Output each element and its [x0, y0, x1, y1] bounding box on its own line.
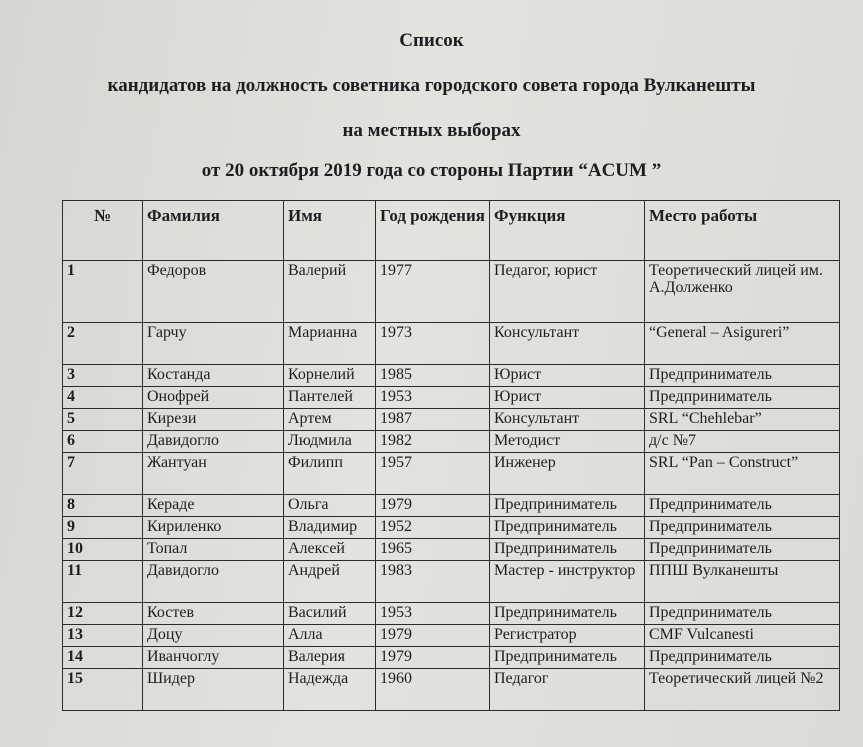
first-name-cell: Пантелей [284, 387, 376, 409]
row-number: 5 [63, 409, 143, 431]
row-number: 11 [63, 561, 143, 603]
table-row [63, 669, 840, 711]
birth-year-cell: 1960 [376, 669, 490, 711]
document-subtitle: кандидатов на должность советника городского совета города Вулканешты [107, 75, 756, 96]
first-name-cell: Людмила [284, 431, 376, 453]
candidates-table [62, 200, 840, 711]
workplace-cell: CMF Vulcanesti [645, 625, 840, 647]
birth-year-cell: 1985 [376, 365, 490, 387]
table-row [63, 647, 840, 669]
workplace-cell: ППШ Вулканешты [645, 561, 840, 603]
last-name-cell: Гарчу [143, 323, 284, 365]
row-number: 9 [63, 517, 143, 539]
document-title: Список [399, 30, 464, 51]
table-body [63, 261, 840, 711]
row-number: 12 [63, 603, 143, 625]
workplace-cell: Предприниматель [645, 495, 840, 517]
table-row [63, 387, 840, 409]
workplace-cell: Предприниматель [645, 603, 840, 625]
birth-year-cell: 1952 [376, 517, 490, 539]
function-cell: Предприниматель [490, 603, 645, 625]
table-row [63, 625, 840, 647]
function-cell: Консультант [490, 409, 645, 431]
workplace-cell: “General – Asigureri” [645, 323, 840, 365]
header-first-name: Имя [284, 201, 376, 261]
first-name-cell: Василий [284, 603, 376, 625]
first-name-cell: Корнелий [284, 365, 376, 387]
row-number: 13 [63, 625, 143, 647]
header-birth-year: Год рождения [376, 201, 490, 261]
header-workplace: Место работы [645, 201, 840, 261]
last-name-cell: Костев [143, 603, 284, 625]
function-cell: Предприниматель [490, 647, 645, 669]
function-cell: Педагог, юрист [490, 261, 645, 323]
table-row [63, 517, 840, 539]
last-name-cell: Кирези [143, 409, 284, 431]
function-cell: Регистратор [490, 625, 645, 647]
birth-year-cell: 1957 [376, 453, 490, 495]
first-name-cell: Андрей [284, 561, 376, 603]
table-row [63, 603, 840, 625]
workplace-cell: Предприниматель [645, 517, 840, 539]
first-name-cell: Валерия [284, 647, 376, 669]
last-name-cell: Федоров [143, 261, 284, 323]
birth-year-cell: 1973 [376, 323, 490, 365]
birth-year-cell: 1965 [376, 539, 490, 561]
function-cell: Предприниматель [490, 517, 645, 539]
row-number: 4 [63, 387, 143, 409]
birth-year-cell: 1979 [376, 495, 490, 517]
header-number: № [63, 201, 143, 261]
workplace-cell: Предприниматель [645, 387, 840, 409]
workplace-cell: SRL “Pan – Construct” [645, 453, 840, 495]
last-name-cell: Иванчоглу [143, 647, 284, 669]
table-row [63, 453, 840, 495]
birth-year-cell: 1977 [376, 261, 490, 323]
workplace-cell: д/с №7 [645, 431, 840, 453]
birth-year-cell: 1982 [376, 431, 490, 453]
document-subtitle-date: от 20 октября 2019 года со стороны Партии “ACUM ” [201, 160, 662, 181]
table-row [63, 495, 840, 517]
workplace-cell: SRL “Chehlebar” [645, 409, 840, 431]
last-name-cell: Шидер [143, 669, 284, 711]
function-cell: Предприниматель [490, 495, 645, 517]
last-name-cell: Жантуан [143, 453, 284, 495]
table-row [63, 409, 840, 431]
birth-year-cell: 1979 [376, 625, 490, 647]
function-cell: Инженер [490, 453, 645, 495]
last-name-cell: Доцу [143, 625, 284, 647]
table-row [63, 323, 840, 365]
last-name-cell: Онофрей [143, 387, 284, 409]
row-number: 10 [63, 539, 143, 561]
workplace-cell: Теоретический лицей №2 [645, 669, 840, 711]
function-cell: Методист [490, 431, 645, 453]
function-cell: Педагог [490, 669, 645, 711]
last-name-cell: Топал [143, 539, 284, 561]
row-number: 8 [63, 495, 143, 517]
first-name-cell: Алексей [284, 539, 376, 561]
last-name-cell: Кириленко [143, 517, 284, 539]
function-cell: Юрист [490, 365, 645, 387]
table-row [63, 261, 840, 323]
row-number: 7 [63, 453, 143, 495]
row-number: 6 [63, 431, 143, 453]
table-header-row [63, 201, 840, 261]
workplace-cell: Предприниматель [645, 539, 840, 561]
document-subtitle-elections: на местных выборах [342, 120, 521, 141]
table-row [63, 365, 840, 387]
birth-year-cell: 1979 [376, 647, 490, 669]
first-name-cell: Валерий [284, 261, 376, 323]
last-name-cell: Давидогло [143, 431, 284, 453]
last-name-cell: Давидогло [143, 561, 284, 603]
function-cell: Юрист [490, 387, 645, 409]
table-row [63, 431, 840, 453]
first-name-cell: Ольга [284, 495, 376, 517]
table-row [63, 539, 840, 561]
first-name-cell: Артем [284, 409, 376, 431]
workplace-cell: Теоретический лицей им. А.Долженко [645, 261, 840, 323]
header-function: Функция [490, 201, 645, 261]
birth-year-cell: 1953 [376, 387, 490, 409]
row-number: 15 [63, 669, 143, 711]
row-number: 1 [63, 261, 143, 323]
function-cell: Консультант [490, 323, 645, 365]
last-name-cell: Костанда [143, 365, 284, 387]
birth-year-cell: 1987 [376, 409, 490, 431]
birth-year-cell: 1983 [376, 561, 490, 603]
workplace-cell: Предприниматель [645, 365, 840, 387]
last-name-cell: Кераде [143, 495, 284, 517]
table-row [63, 561, 840, 603]
row-number: 3 [63, 365, 143, 387]
first-name-cell: Владимир [284, 517, 376, 539]
first-name-cell: Марианна [284, 323, 376, 365]
first-name-cell: Филипп [284, 453, 376, 495]
header-last-name: Фамилия [143, 201, 284, 261]
birth-year-cell: 1953 [376, 603, 490, 625]
first-name-cell: Алла [284, 625, 376, 647]
first-name-cell: Надежда [284, 669, 376, 711]
row-number: 2 [63, 323, 143, 365]
function-cell: Мастер - инструктор [490, 561, 645, 603]
function-cell: Предприниматель [490, 539, 645, 561]
workplace-cell: Предприниматель [645, 647, 840, 669]
row-number: 14 [63, 647, 143, 669]
